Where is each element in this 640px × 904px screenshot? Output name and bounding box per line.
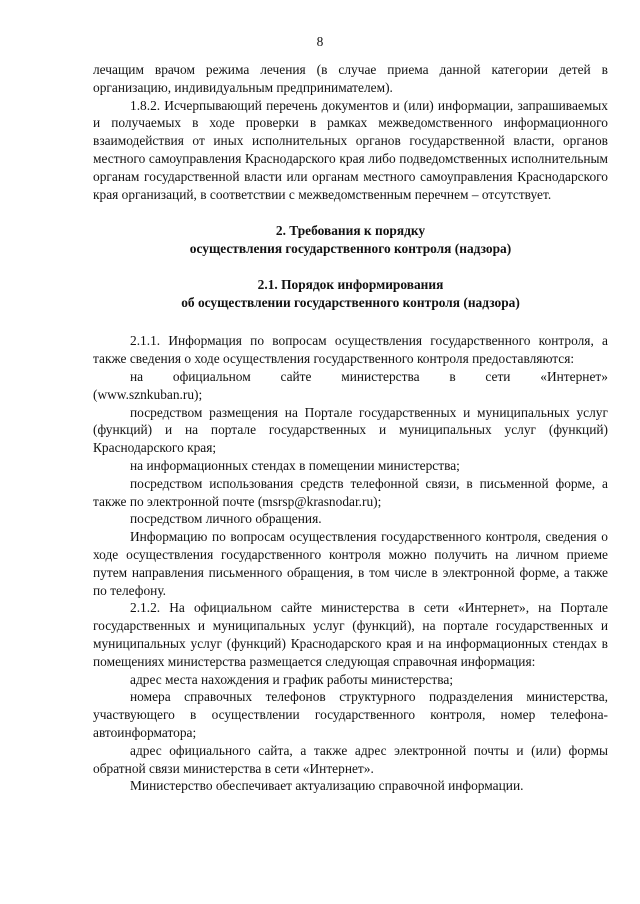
- site-item-word: сайте: [280, 368, 312, 384]
- paragraph-2-1-2: 2.1.2. На официальном сайте министерства в сети «Интернет», на Портале государственных и муниципальных услуг (функций), на портале государственных и муниципальных услуг (функций) Краснодарского края и на информационных стендах в помещениях министерства размещается следующая справочная информация:: [93, 600, 608, 669]
- site-item-line: [93, 368, 608, 386]
- list-item: посредством использования средств телефонной связи, в письменной форме, а также по электронной почте (msrsp@krasnodar.ru);: [93, 475, 608, 509]
- list-item: номера справочных телефонов структурного подразделения министерства, участвующего в осуществлении государственного контроля, номер телефона-автоинформатора;: [93, 689, 608, 740]
- paragraph-2-1-1: 2.1.1. Информация по вопросам осуществления государственного контроля, а также сведения о ходе осуществления государственного контроля предоставляются:: [93, 333, 608, 367]
- section-heading-line-1: 2. Требования к порядку: [275, 223, 426, 239]
- site-item-word: «Интернет»: [540, 368, 608, 384]
- page-number: 8: [316, 34, 324, 49]
- subsection-heading: [93, 276, 608, 312]
- subsection-heading-line-1: 2.1. Порядок информирования: [257, 277, 444, 293]
- document-body: [93, 61, 608, 795]
- paragraph-closing: Министерство обеспечивает актуализацию справочной информации.: [130, 778, 524, 794]
- subsection-heading-line-2: об осуществлении государственного контроля (надзора): [181, 295, 520, 311]
- list-item: на информационных стендах в помещении министерства;: [130, 457, 460, 473]
- paragraph-1-8-2: 1.8.2. Исчерпывающий перечень документов и (или) информации, запрашиваемых и получаемых в ходе проверки в рамках межведомственного информационного взаимодействия от иных исполнительных органов государственной власти, органов местного самоуправления Краснодарского края либо подведомственных исполнительным органам государственной власти или органам местного самоуправления Краснодарского края организаций, в соответствии с межведомственным перечнем – отсутствует.: [93, 97, 608, 202]
- list-item: адрес официального сайта, а также адрес электронной почты и (или) формы обратной связи министерства в сети «Интернет».: [93, 742, 608, 776]
- site-item-word: министерства: [341, 368, 420, 384]
- list-item: посредством личного обращения.: [130, 511, 322, 527]
- list-item: адрес места нахождения и график работы министерства;: [130, 671, 454, 687]
- section-heading-line-2: осуществления государственного контроля (надзора): [189, 241, 512, 257]
- site-item-continuation: (www.sznkuban.ru);: [93, 386, 203, 402]
- site-item-word: на: [130, 368, 144, 384]
- site-item-word: сети: [485, 368, 511, 384]
- list-item: посредством размещения на Портале государственных и муниципальных услуг (функций) и на портале государственных и муниципальных услуг (функций) Краснодарского края;: [93, 404, 608, 456]
- section-heading: [93, 222, 608, 258]
- paragraph-info-access: Информацию по вопросам осуществления государственного контроля, сведения о ходе осуществления государственного контроля можно получить на личном приеме путем направления письменного обращения, в том числе в электронной форме, а также по телефону.: [93, 529, 608, 598]
- site-item-word: официальном: [172, 368, 251, 384]
- site-item-word: в: [449, 368, 456, 384]
- paragraph-continuation: лечащим врачом режима лечения (в случае приема данной категории детей в организацию, индивидуальным предпринимателем).: [93, 62, 608, 95]
